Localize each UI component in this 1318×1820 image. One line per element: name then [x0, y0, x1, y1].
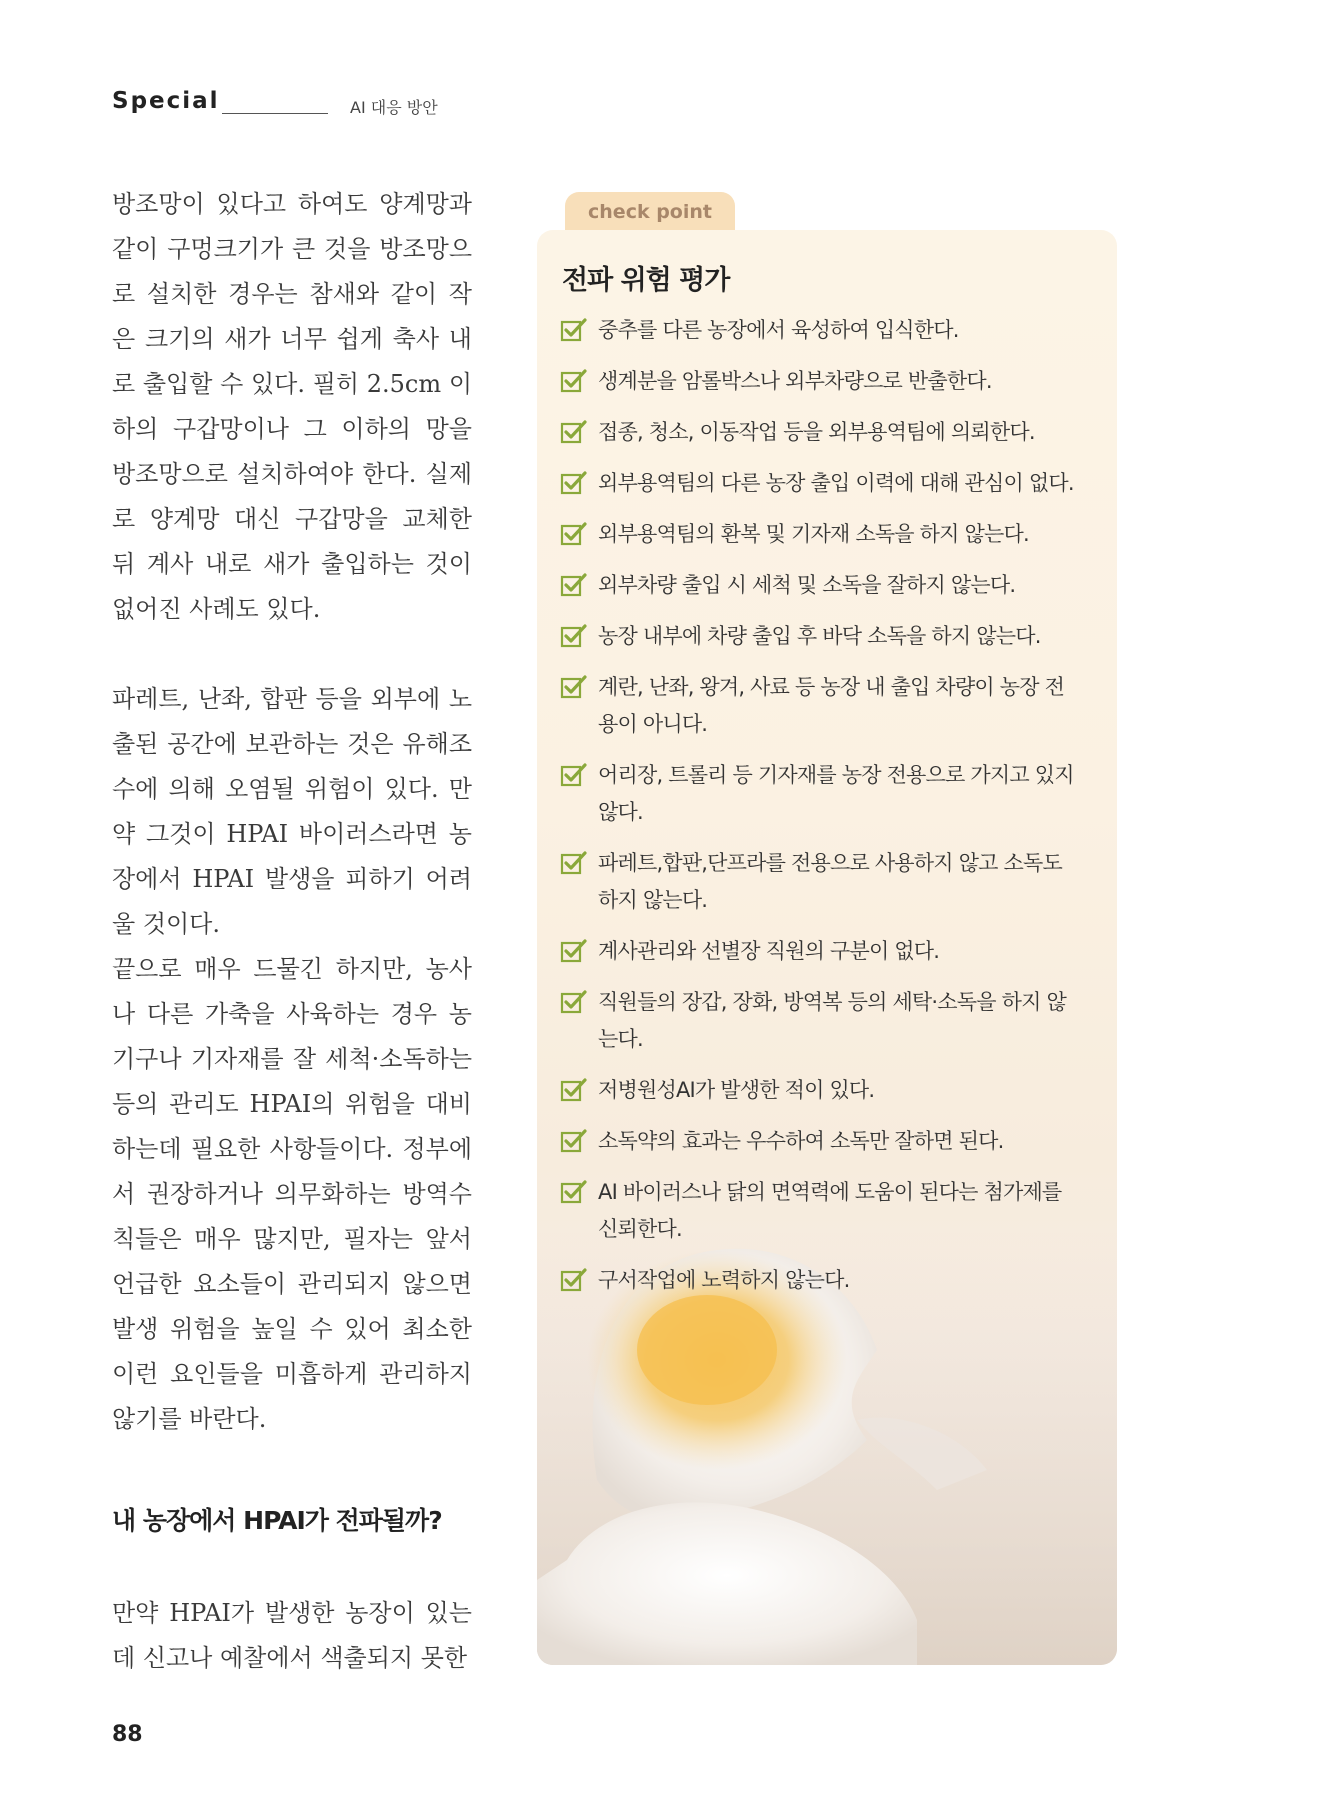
checklist-item [560, 845, 1080, 919]
topic-label: AI 대응 방안 [350, 98, 438, 117]
checkbox-checked-icon [560, 368, 588, 394]
checklist-item [560, 1262, 1080, 1299]
checklist-item [560, 984, 1080, 1058]
checkbox-checked-icon [560, 674, 588, 700]
checkbox-checked-icon [560, 850, 588, 876]
checklist-item [560, 363, 1080, 400]
checklist-item-text: 어리장, 트롤리 등 기자재를 농장 전용으로 가지고 있지 않다. [598, 763, 1074, 824]
checklist-item [560, 567, 1080, 604]
checkbox-checked-icon [560, 419, 588, 445]
body-paragraph: 만약 HPAI가 발생한 농장이 있는데 신고나 예찰에서 색출되지 못한 [112, 1599, 472, 1672]
checklist-item [560, 312, 1080, 349]
body-paragraph: 방조망이 있다고 하여도 양계망과 같이 구멍크기가 큰 것을 방조망으로 설치한 경우는 참새와 같이 작은 크기의 새가 너무 쉽게 축사 내로 출입할 수 있다. 필히 2.5cm 이하의 구갑망이나 그 이하의 망을 방조망으로 설치하여야 한다. 실제로 양계망 대신 구갑망을 교체한 뒤 계사 내로 새가 출입하는 것이 없어진 사례도 있다. [112, 190, 472, 623]
checklist-item-text: 생계분을 암롤박스나 외부차량으로 반출한다. [598, 369, 992, 393]
section-label: Special [112, 88, 220, 114]
checklist-item [560, 516, 1080, 553]
checklist-item-text: AI 바이러스나 닭의 면역력에 도움이 된다는 첨가제를 신뢰한다. [598, 1180, 1062, 1241]
checklist-item-text: 소독약의 효과는 우수하여 소독만 잘하면 된다. [598, 1129, 1004, 1153]
checklist-item-text: 외부용역팀의 환복 및 기자재 소독을 하지 않는다. [598, 522, 1029, 546]
checkbox-checked-icon [560, 1128, 588, 1154]
checklist-item-text: 계란, 난좌, 왕겨, 사료 등 농장 내 출입 차량이 농장 전용이 아니다. [598, 675, 1065, 736]
checkbox-checked-icon [560, 989, 588, 1015]
checkbox-checked-icon [560, 317, 588, 343]
checklist-item-text: 계사관리와 선별장 직원의 구분이 없다. [598, 939, 940, 963]
checklist-item-text: 중추를 다른 농장에서 육성하여 입식한다. [598, 318, 959, 342]
checklist-item [560, 1123, 1080, 1160]
risk-checklist [560, 312, 1080, 1313]
subheading: 내 농장에서 HPAI가 전파될까? [112, 1506, 442, 1535]
body-paragraph: 파레트, 난좌, 합판 등을 외부에 노출된 공간에 보관하는 것은 유해조수에 의해 오염될 위험이 있다. 만약 그것이 HPAI 바이러스라면 농장에서 HPAI 발생을 피하기 어려울 것이다. [112, 685, 472, 938]
checkbox-checked-icon [560, 572, 588, 598]
checklist-item-text: 접종, 청소, 이동작업 등을 외부용역팀에 의뢰한다. [598, 420, 1035, 444]
checkbox-checked-icon [560, 623, 588, 649]
checkbox-checked-icon [560, 521, 588, 547]
checklist-item [560, 414, 1080, 451]
checkbox-checked-icon [560, 762, 588, 788]
body-column [112, 182, 472, 1681]
checkbox-checked-icon [560, 1179, 588, 1205]
checklist-item [560, 1072, 1080, 1109]
checklist-item [560, 933, 1080, 970]
header-rule [222, 113, 328, 114]
checklist-item [560, 669, 1080, 743]
checkbox-checked-icon [560, 1077, 588, 1103]
checklist-item-text: 파레트,합판,단프라를 전용으로 사용하지 않고 소독도 하지 않는다. [598, 851, 1062, 912]
checkbox-checked-icon [560, 938, 588, 964]
checklist-item [560, 757, 1080, 831]
checkbox-checked-icon [560, 1267, 588, 1293]
checklist-item [560, 1174, 1080, 1248]
checklist-item-text: 외부차량 출입 시 세척 및 소독을 잘하지 않는다. [598, 573, 1016, 597]
checklist-item-text: 외부용역팀의 다른 농장 출입 이력에 대해 관심이 없다. [598, 471, 1074, 495]
checklist-item-text: 농장 내부에 차량 출입 후 바닥 소독을 하지 않는다. [598, 624, 1041, 648]
checklist-item [560, 465, 1080, 502]
checklist-item-text: 직원들의 장갑, 장화, 방역복 등의 세탁·소독을 하지 않는다. [598, 990, 1066, 1051]
checklist-item-text: 저병원성AI가 발생한 적이 있다. [598, 1078, 875, 1102]
checkbox-checked-icon [560, 470, 588, 496]
check-point-tab: check point [565, 192, 735, 234]
checklist-item [560, 618, 1080, 655]
page-number: 88 [112, 1722, 143, 1747]
panel-title: 전파 위험 평가 [562, 265, 730, 296]
body-paragraph: 끝으로 매우 드물긴 하지만, 농사나 다른 가축을 사육하는 경우 농기구나 기자재를 잘 세척·소독하는 등의 관리도 HPAI의 위험을 대비하는데 필요한 사항들이다. 정부에서 권장하거나 의무화하는 방역수칙들은 매우 많지만, 필자는 앞서 언급한 요소들이 관리되지 않으면 발생 위험을 높일 수 있어 최소한 이런 요인들을 미흡하게 관리하지 않기를 바란다. [112, 955, 472, 1433]
checklist-item-text: 구서작업에 노력하지 않는다. [598, 1268, 850, 1292]
